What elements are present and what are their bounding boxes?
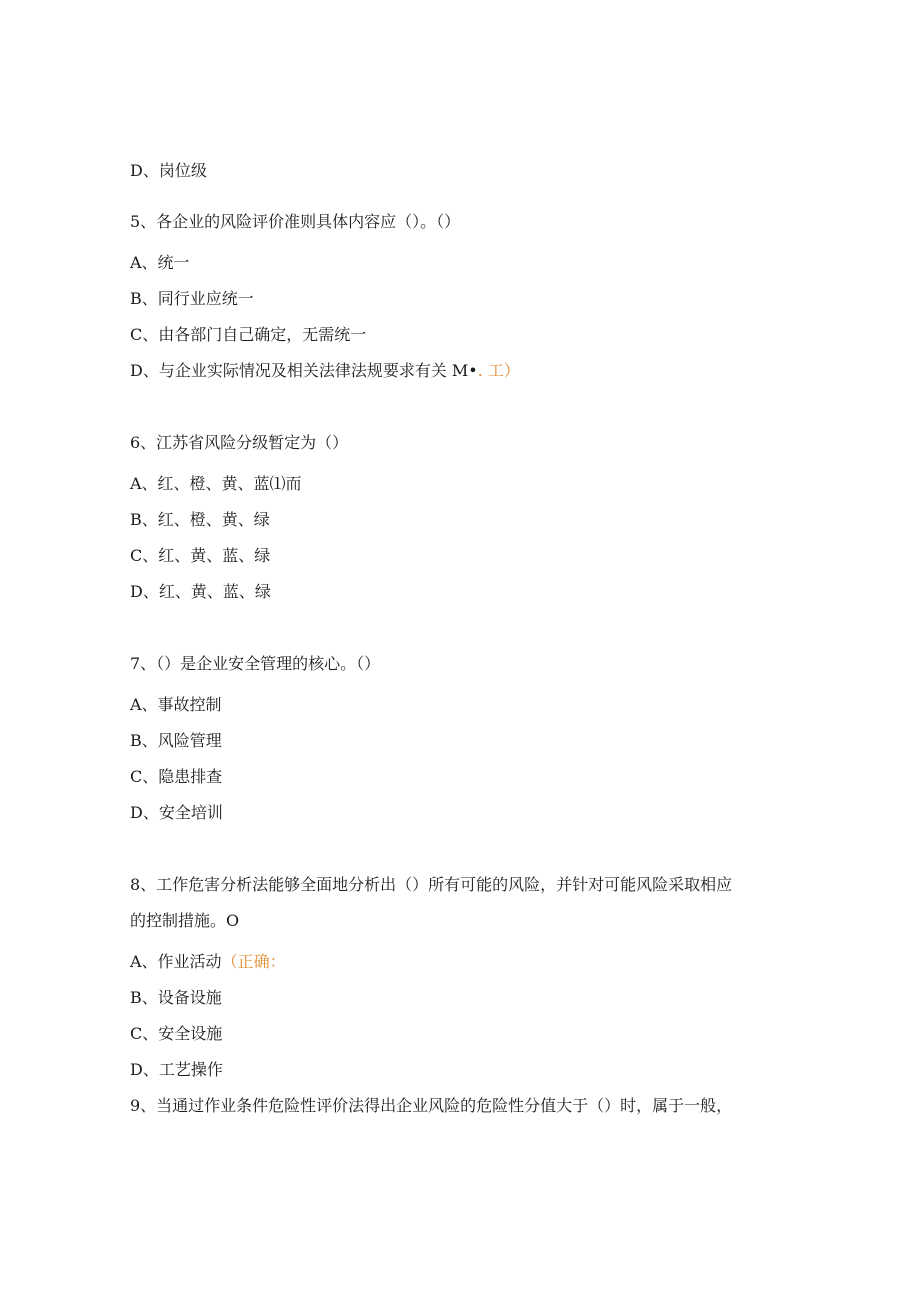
question-7: 7、（）是企业安全管理的核心。（） [130,654,381,673]
q6-option-d: D、红、黄、蓝、绿 [130,582,271,601]
q8-option-a-row [130,951,286,973]
q7-option-d: D、安全培训 [130,803,223,822]
question-6: 6、江苏省风险分级暂定为（） [130,433,349,452]
q7-option-b: B、风险管理 [130,731,222,750]
q5-answer-mark: . 工） [477,361,520,380]
q6-option-a: A、红、橙、黄、蓝⑴而 [130,474,302,493]
question-8-line-2: 的控制措施。O [130,911,240,930]
q6-option-c: C、红、黄、蓝、绿 [130,546,271,565]
question-5: 5、各企业的风险评价准则具体内容应（）。（） [130,212,461,231]
q5-option-d: D、与企业实际情况及相关法律法规要求有关 M• [130,361,478,380]
q8-answer-mark: （正确： [221,952,286,971]
q5-option-b: B、同行业应统一 [130,289,254,308]
question-8-line-1: 8、工作危害分析法能够全面地分析出（）所有可能的风险，并针对可能风险采取相应 [130,875,733,894]
q8-option-d: D、工艺操作 [130,1060,223,1079]
q8-option-b: B、设备设施 [130,988,222,1007]
question-9-line-1: 9、当通过作业条件危险性评价法得出企业风险的危险性分值大于（）时，属于一般， [130,1096,733,1115]
q6-option-b: B、红、橙、黄、绿 [130,510,270,529]
q4-option-d: D、岗位级 [130,161,207,180]
q5-option-a: A、统一 [130,253,190,272]
q8-option-c: C、安全设施 [130,1024,223,1043]
q5-option-d-row [130,360,520,382]
q7-option-a: A、事故控制 [130,695,222,714]
q5-option-c: C、由各部门自己确定，无需统一 [130,325,367,344]
q8-option-a: A、作业活动 [130,952,222,971]
q7-option-c: C、隐患排查 [130,767,223,786]
